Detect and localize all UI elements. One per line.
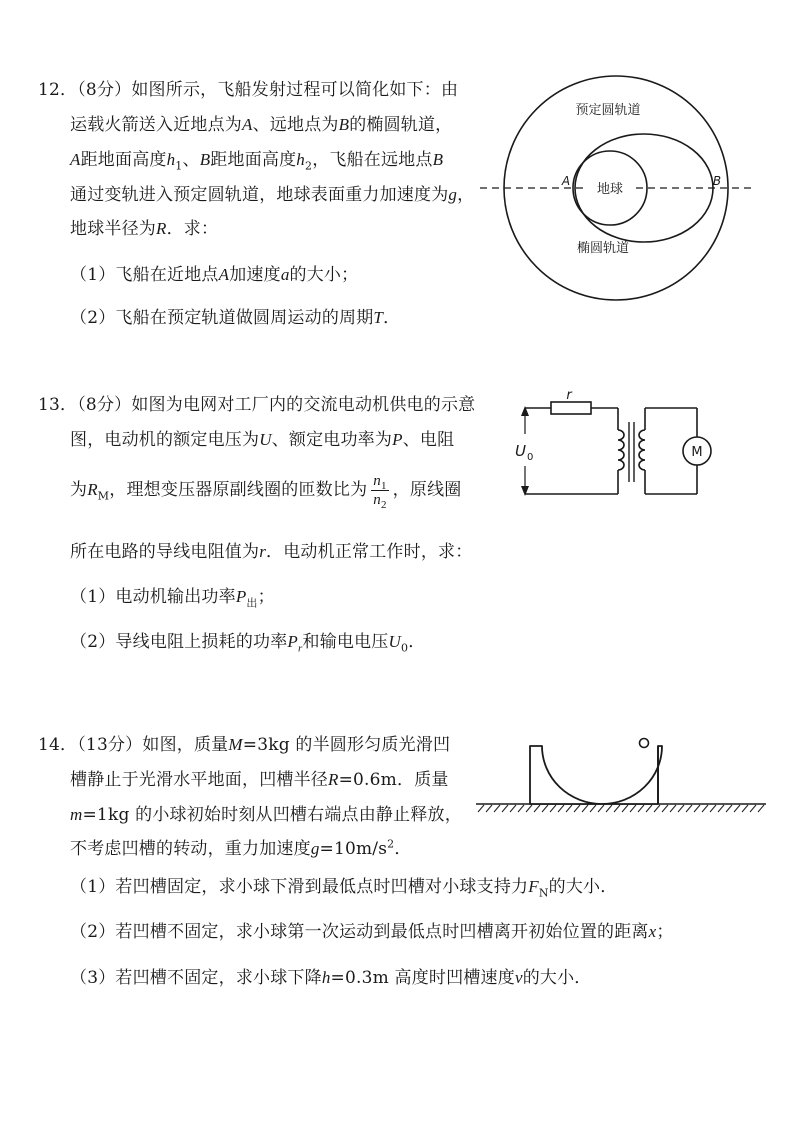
q14-text: =3kg 的半圆形匀质光滑凹	[242, 735, 451, 755]
q13-text: （1）电动机输出功率	[70, 587, 236, 607]
q13-text: ；	[257, 587, 275, 607]
q12-text: ，飞船在远地点	[312, 150, 433, 170]
q14-text: 的大小．	[522, 968, 592, 988]
q13-text: ，原线圈	[392, 480, 462, 500]
voltage-label-subscript: 0	[527, 452, 534, 463]
q14-text: 的大小．	[548, 877, 618, 897]
q12-symbol: A	[242, 115, 253, 134]
q14-text: =0.3m 高度时凹槽速度	[330, 968, 515, 988]
q13-text: 、电阻	[402, 430, 455, 450]
q12-text: 如图所示，飞船发射过程可以简化如下：由	[131, 80, 459, 100]
q14-text: （2）若凹槽不固定，求小球第一次运动到最低点时凹槽离开初始位置的距离	[70, 922, 649, 942]
q14-number: 14．	[38, 735, 78, 755]
q13-text: 、额定电功率为	[271, 430, 393, 450]
q12-text: 地球半径为	[70, 219, 156, 239]
voltage-label: U	[515, 442, 526, 460]
circuit-diagram	[505, 390, 735, 510]
q14-text: 槽静止于光滑水平地面，凹槽半径	[70, 770, 328, 790]
fraction-numerator-n: n	[373, 473, 381, 489]
q13-text: ．电动机正常工作时，求：	[266, 542, 473, 562]
q13-text: 和输电电压	[302, 632, 389, 652]
resistor-label: r	[566, 390, 572, 403]
q13-symbol: r	[259, 542, 267, 561]
q12-symbol: a	[280, 265, 290, 284]
q14-line-4	[70, 837, 412, 861]
point-a-label: A	[561, 174, 571, 188]
q14-subquestion-1	[70, 875, 617, 899]
orbit-diagram	[478, 72, 758, 322]
fraction-denominator-sub: 2	[380, 499, 387, 511]
q14-symbol: g	[310, 839, 320, 858]
ground-hatching	[478, 805, 764, 812]
q13-symbol: R	[87, 480, 98, 499]
q13-line-2	[70, 428, 454, 452]
q14-line-1	[38, 733, 450, 757]
q12-symbol: h	[296, 150, 305, 169]
earth-label: 地球	[596, 182, 624, 197]
q12-symbol: B	[199, 150, 211, 169]
q14-symbol: h	[321, 968, 331, 987]
q13-symbol: U	[388, 632, 401, 651]
q13-subscript: 出	[246, 596, 258, 610]
q14-symbol: x	[648, 922, 657, 941]
q12-text: 的椭圆轨道，	[349, 115, 453, 135]
groove-diagram	[472, 728, 772, 818]
q14-text: 不考虑凹槽的转动，重力加速度	[70, 839, 311, 859]
q13-text: 如图为电网对工厂内的交流电动机供电的示意	[131, 395, 476, 415]
q14-symbol: F	[528, 877, 539, 896]
q12-symbol: R	[156, 219, 167, 238]
q12-text: 的大小；	[289, 265, 359, 285]
q12-symbol: T	[373, 308, 384, 327]
q13-symbol: P	[392, 430, 403, 449]
q12-text: 距地面高度	[210, 150, 297, 170]
fraction-numerator-sub: 1	[380, 480, 387, 492]
primary-coil	[618, 430, 624, 470]
q13-symbol: P	[235, 587, 247, 606]
q12-text: ．	[383, 308, 401, 328]
q12-text: ．求：	[166, 219, 219, 239]
q14-text: ；	[656, 922, 674, 942]
point-b-label: B	[712, 174, 722, 188]
q14-line-2	[70, 768, 449, 792]
q13-line-4	[70, 540, 472, 564]
q13-text: （2）导线电阻上损耗的功率	[70, 632, 288, 652]
q13-subscript: 0	[400, 641, 409, 655]
q12-line-1	[38, 78, 458, 102]
q12-symbol: A	[218, 265, 230, 284]
q14-superscript: 2	[387, 837, 395, 851]
q12-line-3	[70, 148, 443, 172]
semicircular-groove	[530, 746, 662, 804]
q12-text: 通过变轨进入预定圆轨道，地球表面重力加速度为	[70, 185, 449, 205]
q14-symbol: R	[328, 770, 339, 789]
resistor-r	[551, 402, 591, 414]
secondary-coil	[639, 430, 645, 470]
q13-text: ，理想变压器原副线圈的匝数比为	[109, 480, 368, 500]
q13-symbol: P	[287, 632, 299, 651]
q14-text: =1kg 的小球初始时刻从凹槽右端点由静止释放，	[82, 805, 462, 825]
q14-subquestion-3	[70, 966, 592, 990]
q13-text: 为	[70, 480, 88, 500]
q13-subscript: M	[97, 489, 110, 503]
q12-text: 距地面高度	[80, 150, 167, 170]
q13-symbol: U	[259, 430, 272, 449]
q13-subscript: r	[298, 642, 303, 655]
q13-text: 所在电路的导线电阻值为	[70, 542, 260, 562]
q12-symbol: A	[70, 150, 81, 169]
q12-line-5	[70, 217, 218, 241]
q12-text: 运载火箭送入近地点为	[70, 115, 242, 135]
q13-number: 13．	[38, 395, 78, 415]
motor-label: M	[691, 445, 703, 460]
q14-line-3	[70, 803, 462, 827]
q14-subscript: N	[538, 886, 549, 900]
q12-text: 加速度	[229, 265, 281, 285]
q12-text: 、	[182, 150, 200, 170]
q14-text: （3）若凹槽不固定，求小球下降	[70, 968, 322, 988]
small-ball	[640, 739, 649, 748]
q14-symbol: m	[70, 805, 83, 824]
q12-symbol: g	[448, 185, 458, 204]
q14-score: （13分）	[77, 735, 143, 755]
q12-score: （8分）	[77, 80, 132, 100]
q14-text: ．	[394, 839, 412, 859]
turns-ratio-fraction	[371, 472, 388, 509]
q12-text: （2）飞船在预定轨道做圆周运动的周期	[70, 308, 374, 328]
q12-line-2	[70, 113, 452, 137]
q12-symbol: B	[432, 150, 444, 169]
q14-symbol: M	[228, 735, 243, 754]
elliptical-orbit-label: 椭圆轨道	[576, 241, 630, 256]
q12-subquestion-1	[70, 263, 358, 287]
q13-subquestion-1	[70, 585, 275, 609]
q12-subquestion-2	[70, 306, 400, 330]
q13-subquestion-2	[70, 630, 425, 654]
q12-text: ，	[457, 185, 475, 205]
q13-line-1	[38, 393, 475, 417]
q13-line-3	[70, 472, 461, 509]
q14-subquestion-2	[70, 920, 674, 944]
q13-text: ．	[408, 632, 426, 652]
q14-text: =0.6m．质量	[338, 770, 449, 790]
q12-symbol: B	[338, 115, 350, 134]
circular-orbit-label: 预定圆轨道	[575, 103, 641, 118]
q13-text: 图，电动机的额定电压为	[70, 430, 260, 450]
q12-symbol: h	[166, 150, 176, 169]
q12-subscript: 2	[305, 159, 313, 173]
q12-text: 、远地点为	[252, 115, 339, 135]
q14-text: （1）若凹槽固定，求小球下滑到最低点时凹槽对小球支持力	[70, 877, 529, 897]
q13-score: （8分）	[77, 395, 132, 415]
q12-line-4	[70, 183, 474, 207]
fraction-denominator-n: n	[373, 492, 381, 508]
q12-subscript: 1	[175, 159, 183, 173]
q14-symbol: v	[514, 968, 523, 987]
q14-text: 如图，质量	[142, 735, 229, 755]
q12-number: 12．	[38, 80, 78, 100]
q14-text: =10m/s	[319, 839, 388, 859]
q12-text: （1）飞船在近地点	[70, 265, 219, 285]
